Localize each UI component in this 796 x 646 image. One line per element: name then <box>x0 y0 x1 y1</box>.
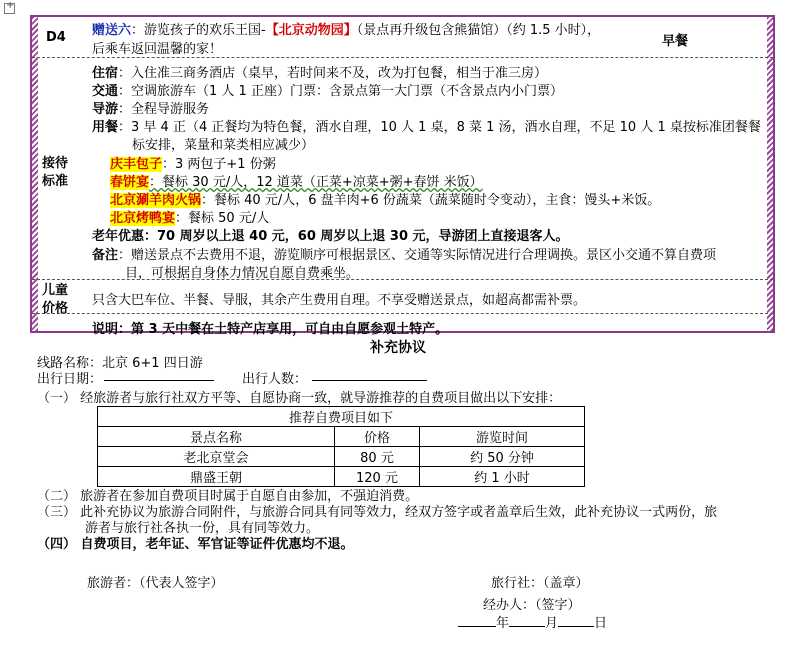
note-line-1: 备注：赠送景点不去费用不退，游览顺序可根据景区、交通等实际情况进行合理调换。景区小交通不算自费项 <box>92 248 717 263</box>
left-border-hatch <box>32 17 38 331</box>
meal-line-1: 用餐：3 早 4 正（4 正餐均为特色餐，酒水自理，10 人 1 桌，8 菜 1 汤，酒水自理，不足 10 人 1 桌按标准团餐餐 <box>92 120 761 135</box>
day-code: D4 <box>46 30 66 45</box>
tourist-signature: 旅游者：（代表人签字） <box>87 576 224 591</box>
clause-3-line-1: （三） 此补充协议为旅游合同附件，与旅游合同具有同等效力，经双方签字或者盖章后生效，此补充协议一式两份，旅 <box>37 505 718 520</box>
travel-date-field[interactable] <box>104 380 214 381</box>
gift-label: 赠送六 <box>92 23 132 38</box>
guide-line: 导游：全程导游服务 <box>92 102 210 117</box>
handler-signature: 经办人：（签字） <box>483 598 581 613</box>
header-duration: 游览时间 <box>420 427 585 447</box>
sign-date: 年 月 日 <box>458 612 607 631</box>
meal-item: 北京烤鸭宴：餐标 50 元/人 <box>110 211 270 226</box>
clause-1: （一） 经旅游者与旅行社双方平等、自愿协商一致，就导游推荐的自费项目做出以下安排： <box>37 391 562 406</box>
child-label-bottom: 价格 <box>42 301 69 316</box>
meal-item: 春饼宴：餐标 30 元/人，12 道菜（正菜+凉菜+粥+春饼 米饭） <box>110 175 483 190</box>
meal-line-2: 标安排，菜量和菜类相应减少） <box>132 138 315 153</box>
table-row: 老北京堂会 80 元 约 50 分钟 <box>98 447 585 467</box>
transport-line: 交通：空调旅游车（1 人 1 正座）门票：含景点第一大门票（不含景点内小门票） <box>92 84 563 99</box>
hotel-line: 住宿：入住准三商务酒店（桌早，若时间来不及，改为打包餐，相当于准三房） <box>92 66 548 81</box>
day-line-1: 赠送六：游览孩子的欢乐王国-【北京动物园】（景点再升级包含熊猫馆）（约 1.5 小时）， <box>92 23 601 38</box>
table-caption: 推荐自费项目如下 <box>98 407 585 427</box>
header-price: 价格 <box>335 427 420 447</box>
meal-item: 庆丰包子：3 两包子+1 份粥 <box>110 157 276 172</box>
child-price-text: 只含大巴车位、半餐、导服，其余产生费用自理。不享受赠送景点，如超高都需补票。 <box>92 293 587 308</box>
clause-2: （二） 旅游者在参加自费项目时属于自愿自由参加，不强迫消费。 <box>37 489 419 504</box>
optional-items-table <box>97 406 585 487</box>
senior-discount: 老年优惠：70 周岁以上退 40 元，60 周岁以上退 30 元，导游团上直接退客人。 <box>92 229 569 244</box>
day-line-2: 后乘车返回温馨的家！ <box>92 42 223 57</box>
route-name: 线路名称：北京 6+1 四日游 <box>37 356 203 371</box>
right-border-hatch <box>767 17 773 331</box>
travelers-count-label: 出行人数： <box>242 372 308 387</box>
table-caption-row <box>98 407 585 427</box>
clause-4: （四） 自费项目，老年证、军官证等证件优惠均不退。 <box>37 537 354 552</box>
header-site: 景点名称 <box>98 427 335 447</box>
clause-3-line-2: 游者与旅行社各执一份，具有同等效力。 <box>85 521 320 536</box>
day3-note: 说明：第 3 天中餐在土特产店享用，可自由自愿参观土特产。 <box>92 322 449 337</box>
child-label-top: 儿童 <box>42 283 69 298</box>
table-header-row <box>98 427 585 447</box>
day-meal: 早餐 <box>662 34 689 49</box>
meal-item: 北京涮羊肉火锅：餐标 40 元/人，6 盘羊肉+6 份蔬菜（蔬菜随时令变动），主食：馒头+米饭。 <box>110 193 661 208</box>
zoo-name: 【北京动物园】 <box>265 23 357 38</box>
note-line-2: 目，可根据自身体力情况自愿自费乘坐。 <box>125 266 360 281</box>
table-anchor-icon[interactable] <box>4 3 15 14</box>
standard-label-top: 接待 <box>42 156 69 171</box>
travel-date-label: 出行日期： <box>37 372 103 387</box>
row-divider <box>32 313 773 314</box>
travelers-count-field[interactable] <box>312 380 427 381</box>
supplement-title: 补充协议 <box>370 340 426 356</box>
row-divider <box>32 57 773 58</box>
standard-label-bottom: 标准 <box>42 174 69 189</box>
table-row: 鼎盛王朝 120 元 约 1 小时 <box>98 467 585 487</box>
agency-seal: 旅行社：（盖章） <box>491 576 589 591</box>
